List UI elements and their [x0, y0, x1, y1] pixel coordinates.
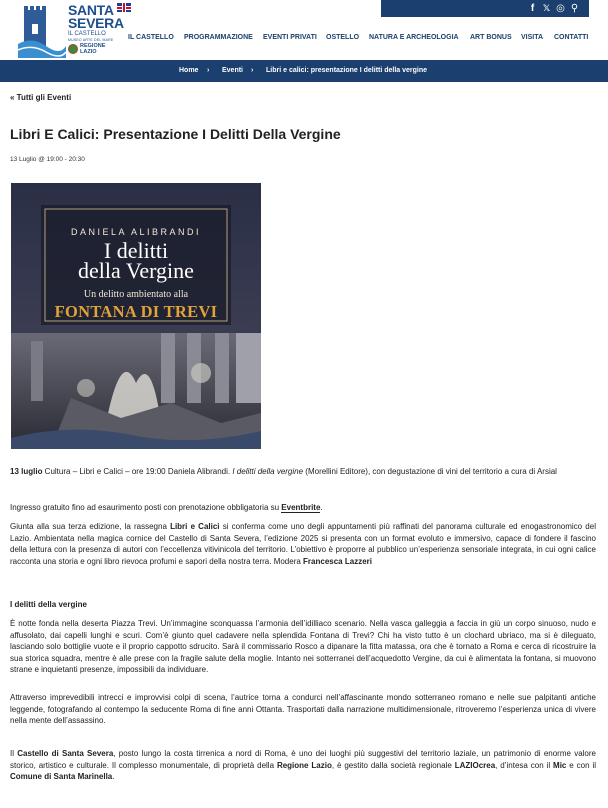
eventbrite-link[interactable]: Eventbrite [281, 503, 321, 512]
instagram-icon[interactable]: ◎ [556, 3, 565, 14]
intro-text: Cultura – Libri e Calici – ore 19:00 Daniela Alibrandi. [42, 467, 233, 476]
cover-author: DANIELA ALIBRANDI [70, 227, 202, 237]
region-emblem-icon [68, 44, 78, 54]
synopsis-paragraph-2: Attraverso imprevedibili intrecci e improvvisi colpi di scena, l’autrice torna a condurci nell’affascinante mondo sotterraneo romano e nelle sue palpitanti antiche leggende, fotografando al contempo la seducente Roma di fine anni Ottanta. Trasportati dalla narrazione multidimensionale, ritroveremo l’esperienza unica di vivere nella mente dell’assassino. [10, 693, 596, 726]
castle-name: Castello di Santa Severa [17, 749, 114, 758]
booking-text-end: . [320, 503, 323, 512]
search-icon[interactable]: ⚲ [570, 3, 579, 14]
logo-line-1: SANTA [68, 2, 114, 18]
cover-subtitle: Un delitto ambientato alla [83, 289, 189, 300]
castle-text-i: e con il [566, 760, 597, 770]
cover-title-line-1: I delitti [103, 238, 169, 263]
castle-logo-icon [18, 2, 66, 58]
facebook-icon[interactable]: f [530, 3, 535, 14]
region-name: Regione Lazio [276, 760, 332, 770]
cover-title-line-2: della Vergine [78, 258, 194, 283]
booking-paragraph [10, 502, 596, 514]
castle-text-end: . [112, 772, 115, 782]
nav-item-visita[interactable]: VISITA [521, 34, 544, 41]
region-line-2: LAZIO [80, 49, 97, 55]
nav-item-art-bonus[interactable]: ART BONUS [470, 34, 512, 41]
series-text-c: si conferma come uno degli appuntamenti più raffinati del panorama culturale ed enogastronomico del Lazio. Ambientata nella magica cornice del Castello di Santa Severa, l’edizione 2025 si presenta con un format evoluto e immersivo, capace di fondere il fascino della lettura con la presenza di autori con l’eccellenza vitivinicola del territorio. L’obiettivo è proporre al pubblico un’esperienza sensoriale integrata, in cui ogni calice racconta una storia e ogni libro rievoca profumi e sapori della nostra terra. Modera [10, 522, 596, 566]
ministry-name: Mic [553, 760, 567, 770]
event-date-bold: 13 luglio [10, 467, 43, 476]
en-flag-icon[interactable] [117, 3, 131, 12]
breadcrumb-events[interactable]: Eventi [222, 67, 244, 74]
main-nav [0, 34, 608, 44]
booking-text: Ingresso gratuito fino ad esaurimento posti con prenotazione obbligatoria su [10, 503, 282, 512]
castle-paragraph [10, 748, 596, 783]
breadcrumb-separator: › [251, 67, 254, 74]
logo-line-4: MUSEO ARTE DEL MARE [68, 38, 114, 42]
breadcrumb-home[interactable]: Home [179, 67, 199, 74]
cover-subtitle-highlight: FONTANA DI TREVI [54, 302, 218, 321]
all-events-link[interactable]: « Tutti gli Eventi [10, 93, 72, 102]
book-title-italic: I delitti della vergine [232, 467, 304, 476]
nav-item-natura-archeologia[interactable]: NATURA E ARCHEOLOGIA [369, 34, 459, 41]
intro-text-end: (Morellini Editore), con degustazione di vini del territorio a cura di Arsial [303, 467, 557, 476]
event-intro-paragraph [10, 466, 596, 478]
castle-text-c: , posto lungo la costa tirrenica a nord di Roma, è uno dei luoghi più suggestivi del territorio laziale, un patrimonio di enorme valore storico, artistico e culturale. Il complesso monumentale, di proprietà della [10, 749, 596, 770]
series-text-a: Giunta alla sua terza edizione, la rassegna [10, 522, 171, 531]
breadcrumb-separator: › [207, 67, 210, 74]
logo-line-2: SEVERA [68, 15, 124, 31]
castle-text-e: , è gestito dalla società regionale [331, 760, 455, 770]
page-title: Libri E Calici: Presentazione I Delitti Della Vergine [10, 126, 341, 142]
nav-item-ostello[interactable]: OSTELLO [326, 34, 360, 41]
series-name: Libri e Calici [170, 522, 220, 531]
logo-line-3: IL CASTELLO [68, 31, 106, 37]
nav-item-eventi-privati[interactable]: EVENTI PRIVATI [263, 34, 317, 41]
nav-item-contatti[interactable]: CONTATTI [554, 34, 589, 41]
nav-item-programmazione[interactable]: PROGRAMMAZIONE [184, 34, 253, 41]
social-bar [381, 0, 589, 17]
series-paragraph [10, 521, 596, 567]
castle-text-g: , d’intesa con il [495, 760, 554, 770]
castle-text-a: Il [10, 749, 18, 758]
x-icon[interactable]: 𝕏 [542, 3, 551, 13]
region-logo [68, 43, 105, 55]
synopsis-paragraph: È notte fonda nella deserta Piazza Trevi. Un’immagine sconquassa l’armonia dell’idilliaco scenario. Nella vasca galleggia a faccia in giù un corpo sinuoso, nudo e affusolato, dai capelli lunghi e scuri. Com’è giunto quel cadavere nella splendida Fontana di Trevi? Chi ha visto tutto è un clochard ubriaco, ma si è dileguato, lasciando solo bottiglie vuote e il proprio cappotto sdrucito. Sarà il commissario Rosco a dipanare la fitta matassa, ora che è tornato a Roma e cerca di ricostruire la sua storica squadra, mentre è alle prese con la fragile salute della moglie. Intanto nei sotterranei dell’acquedotto Vergine, da cui è alimentata la fontana, si muovono strane e inquietanti presenze, impossibili da individuare. [10, 619, 596, 675]
breadcrumb-current: Libri e calici: presentazione I delitti della vergine [266, 67, 428, 74]
company-name: LAZIOcrea [454, 760, 496, 770]
region-line-1: REGIONE [80, 43, 106, 49]
moderator-name: Francesca Lazzeri [303, 556, 372, 566]
breadcrumb [0, 60, 608, 82]
nav-item-il-castello[interactable]: IL CASTELLO [128, 34, 174, 41]
site-header [0, 0, 608, 60]
event-date: 13 Luglio @ 19:00 - 20:30 [10, 156, 85, 163]
book-section-heading: I delitti della vergine [10, 600, 87, 609]
site-logo[interactable] [18, 2, 124, 58]
book-cover-image [11, 183, 261, 449]
cover-title [11, 238, 261, 283]
municipality-name: Comune di Santa Marinella [10, 772, 113, 782]
